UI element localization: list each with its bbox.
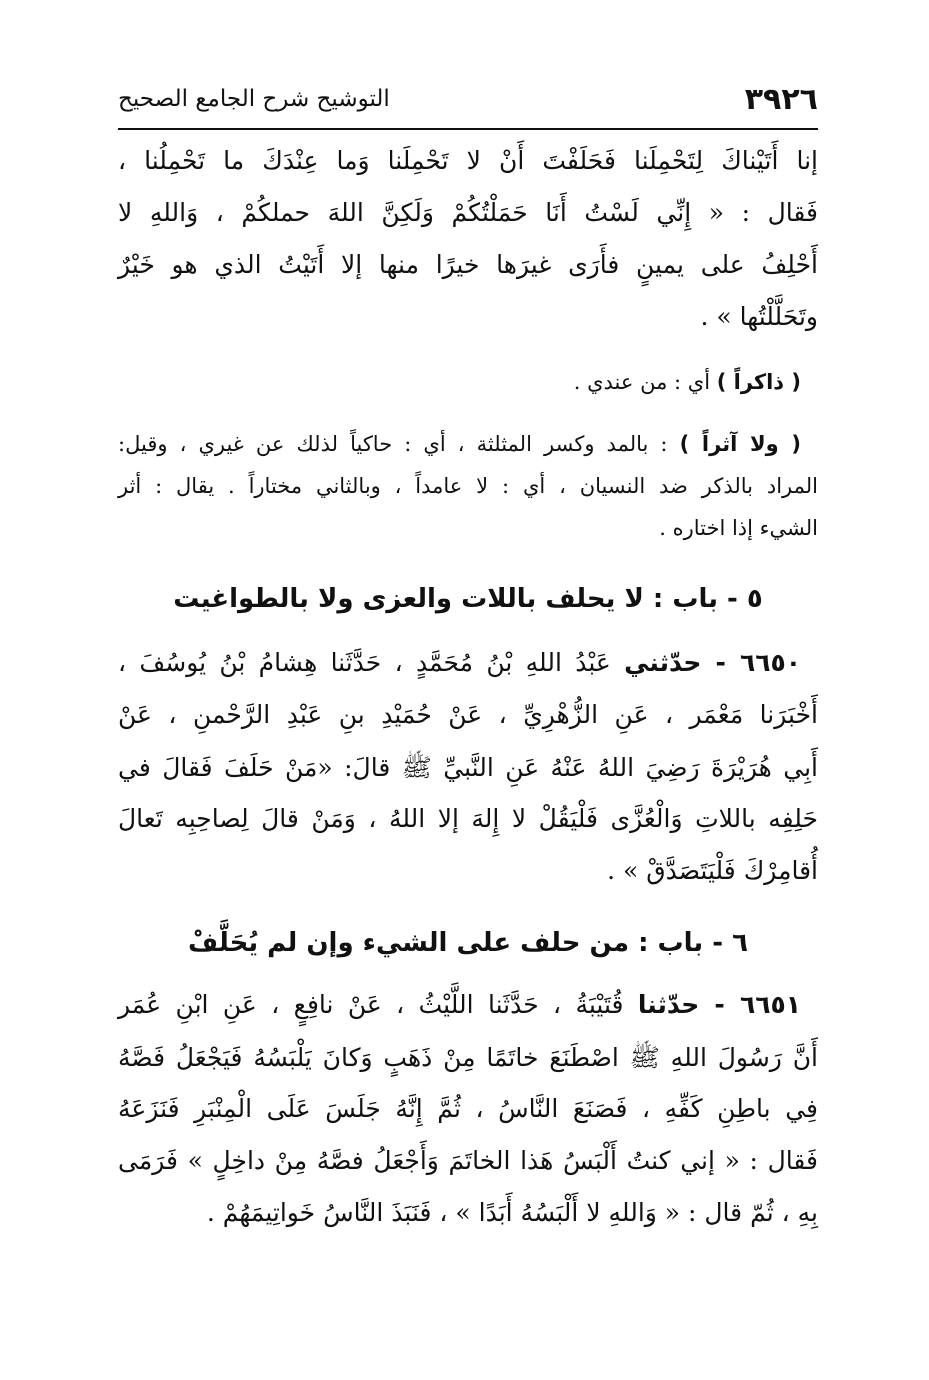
commentary-line: الشيء إذا اختاره . [659, 516, 818, 540]
hadith-number: ٦٦٥٠ - حدّثني [624, 648, 801, 677]
hadith-text: قُتَيْبَةُ ، حَدَّثَنا اللَّيْثُ ، عَنْ نافِعٍ ، عَنِ ابْنِ عُمَر [118, 990, 638, 1019]
hadith-line: أَبِي هُرَيْرَةَ رَضِيَ اللهُ عَنْهُ عَنِ النَّبيِّ ﷺ قالَ: «مَنْ حَلَفَ فَقالَ في [118, 753, 818, 782]
hadith-line [118, 648, 801, 677]
hadith-line: أَخْبَرَنا مَعْمَر ، عَنِ الزُّهْرِيِّ ، عَنْ حُمَيْدِ بنِ عَبْدِ الرَّحْمنِ ، عَنْ [118, 700, 818, 729]
text-line: أَحْلِفُ على يمينٍ فأَرَى غيرَها خيرًا منها إلا أَتَيْتُ الذي هو خَيْرٌ [118, 250, 818, 279]
chapter-heading: ٥ - باب : لا يحلف باللات والعزى ولا بالطواغيت [173, 584, 763, 614]
hadith-number: ٦٦٥١ - حدّثنا [637, 990, 801, 1019]
commentary-line [118, 432, 801, 456]
commentary-line [118, 370, 801, 394]
hadith-line: حَلِفِه باللاتِ وَالْعُزَّى فَلْيَقُلْ لا إِلهَ إلا اللهُ ، وَمَنْ قالَ لِصاحِبِه تَعالَ [118, 804, 818, 833]
hadith-line: فَقال : « إني كنتُ أَلْبَسُ هَذا الخاتَمَ وَأَجْعَلُ فصَّهُ مِنْ داخِلٍ » فَرَمَى [118, 1146, 818, 1175]
text-line: إنا أَتَيْناكَ لِتَحْمِلَنا فَحَلَفْتَ أَنْ لا تَحْمِلَنا وَما عِنْدَكَ ما تَحْمِلُنا ، [118, 146, 818, 175]
commentary-text: أي : من عندي . [573, 370, 717, 394]
commentary-term: ( ولا آثراً ) [679, 432, 802, 456]
hadith-line: أَنَّ رَسُولَ اللهِ ﷺ اصْطَنَعَ خاتَمًا مِنْ ذَهَبٍ وَكانَ يَلْبَسُهُ فَيَجْعَلُ فَصَّهُ [118, 1043, 818, 1072]
commentary-line: المراد بالذكر ضد النسيان ، أي : لا عامداً ، وبالثاني مختاراً . يقال : أثر [118, 474, 818, 498]
commentary-text: : بالمد وكسر المثلثة ، أي : حاكياً لذلك عن غيري ، وقيل: [118, 432, 680, 456]
hadith-line: فِي باطِنِ كَفِّهِ ، فَصَنَعَ النَّاسُ ، ثُمَّ إِنَّهُ جَلَسَ عَلَى الْمِنْبَرِ فَنَزَعَهُ [118, 1094, 818, 1123]
chapter-heading: ٦ - باب : من حلف على الشيء وإن لم يُحَلَّفْ [188, 928, 748, 958]
hadith-line [118, 990, 801, 1019]
page-number: ٣٩٢٦ [744, 82, 818, 117]
hadith-line: بِهِ ، ثُمّ قال : « وَاللهِ لا أَلْبَسُهُ أَبَدًا » ، فَنَبَذَ النَّاسُ خَواتِيمَهُمْ . [206, 1198, 818, 1227]
commentary-term: ( ذاكراً ) [716, 370, 801, 394]
header-rule [118, 128, 818, 130]
text-line: فَقال : « إِنِّي لَسْتُ أَنَا حَمَلْتُكُمْ وَلَكِنَّ اللهَ حملكُمْ ، وَاللهِ لا [118, 198, 818, 227]
page-header [118, 82, 818, 126]
hadith-text: عَبْدُ اللهِ بْنُ مُحَمَّدٍ ، حَدَّثَنا هِشامُ بْنُ يُوسُفَ ، [118, 648, 625, 677]
text-line: وتَحَلَّلْتُها » . [700, 302, 818, 331]
hadith-line: أُقامِرْكَ فَلْيَتَصَدَّقْ » . [607, 856, 818, 885]
running-title: التوشيح شرح الجامع الصحيح [118, 86, 390, 112]
